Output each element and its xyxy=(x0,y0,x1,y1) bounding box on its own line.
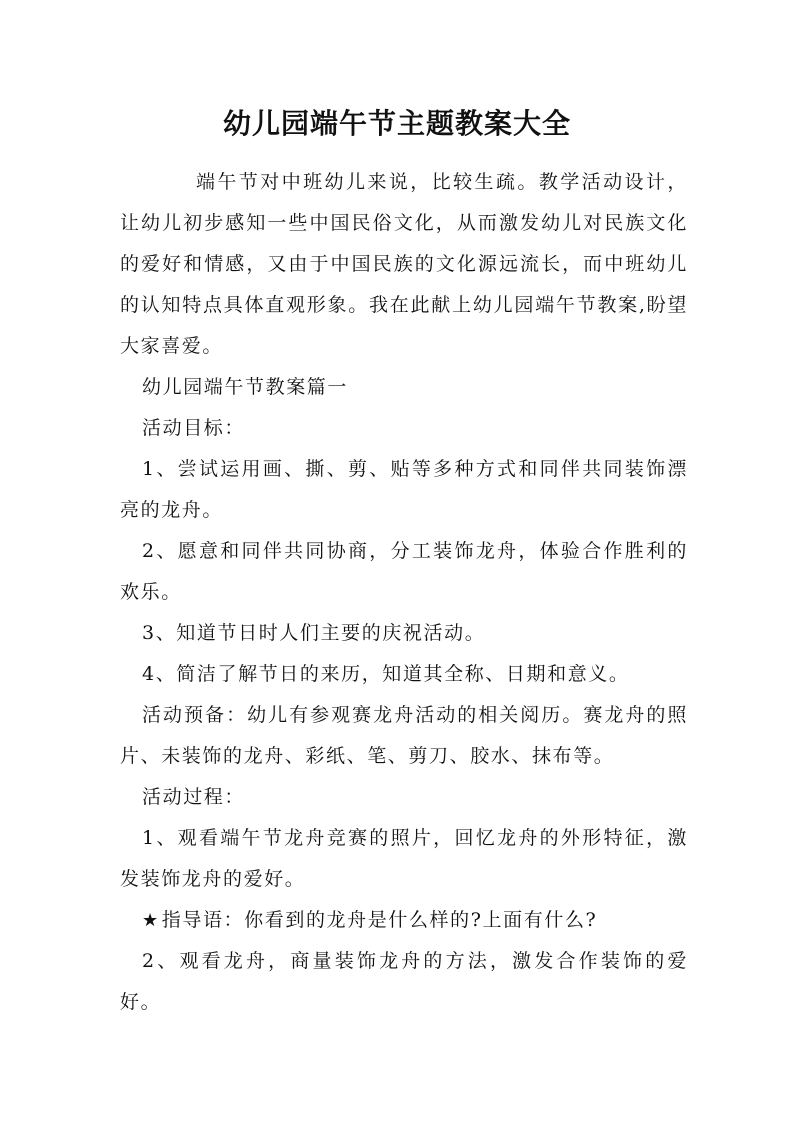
objective-item-4: 4、简洁了解节日的来历，知道其全称、日期和意义。 xyxy=(142,663,630,685)
process-heading: 活动过程： xyxy=(142,786,246,808)
objective-item-1: 1、尝试运用画、撕、剪、贴等多种方式和同伴共同装饰漂亮的龙舟。 xyxy=(120,458,688,521)
preparation-paragraph: 活动预备：幼儿有参观赛龙舟活动的相关阅历。赛龙舟的照片、未装饰的龙舟、彩纸、笔、剪刀、胶水、抹布等。 xyxy=(120,704,688,767)
objective-item-3: 3、知道节日时人们主要的庆祝活动。 xyxy=(142,622,486,644)
guidance-paragraph xyxy=(120,900,688,941)
intro-paragraph: 端午节对中班幼儿来说，比较生疏。教学活动设计，让幼儿初步感知一些中国民俗文化，从而激发幼儿对民族文化的爱好和情感，又由于中国民族的文化源远流长，而中班幼儿的认知特点具体直观形象。我在此献上幼儿园端午节教案,盼望大家喜爱。 xyxy=(120,171,688,357)
document-title: 幼儿园端午节主题教案大全 xyxy=(222,107,571,140)
guidance-text: 指导语：你看到的龙舟是什么样的?上面有什么? xyxy=(161,909,598,931)
document-body xyxy=(120,162,688,1023)
star-icon: ★ xyxy=(142,910,160,931)
objectives-heading: 活动目标： xyxy=(142,417,246,439)
process-step-1: 1、观看端午节龙舟竞赛的照片，回忆龙舟的外形特征，激发装饰龙舟的爱好。 xyxy=(120,827,688,890)
process-step-2: 2、观看龙舟，商量装饰龙舟的方法，激发合作装饰的爱好。 xyxy=(120,950,688,1013)
section-heading: 幼儿园端午节教案篇一 xyxy=(142,376,349,398)
objective-item-2: 2、愿意和同伴共同协商，分工装饰龙舟，体验合作胜利的欢乐。 xyxy=(120,540,688,603)
